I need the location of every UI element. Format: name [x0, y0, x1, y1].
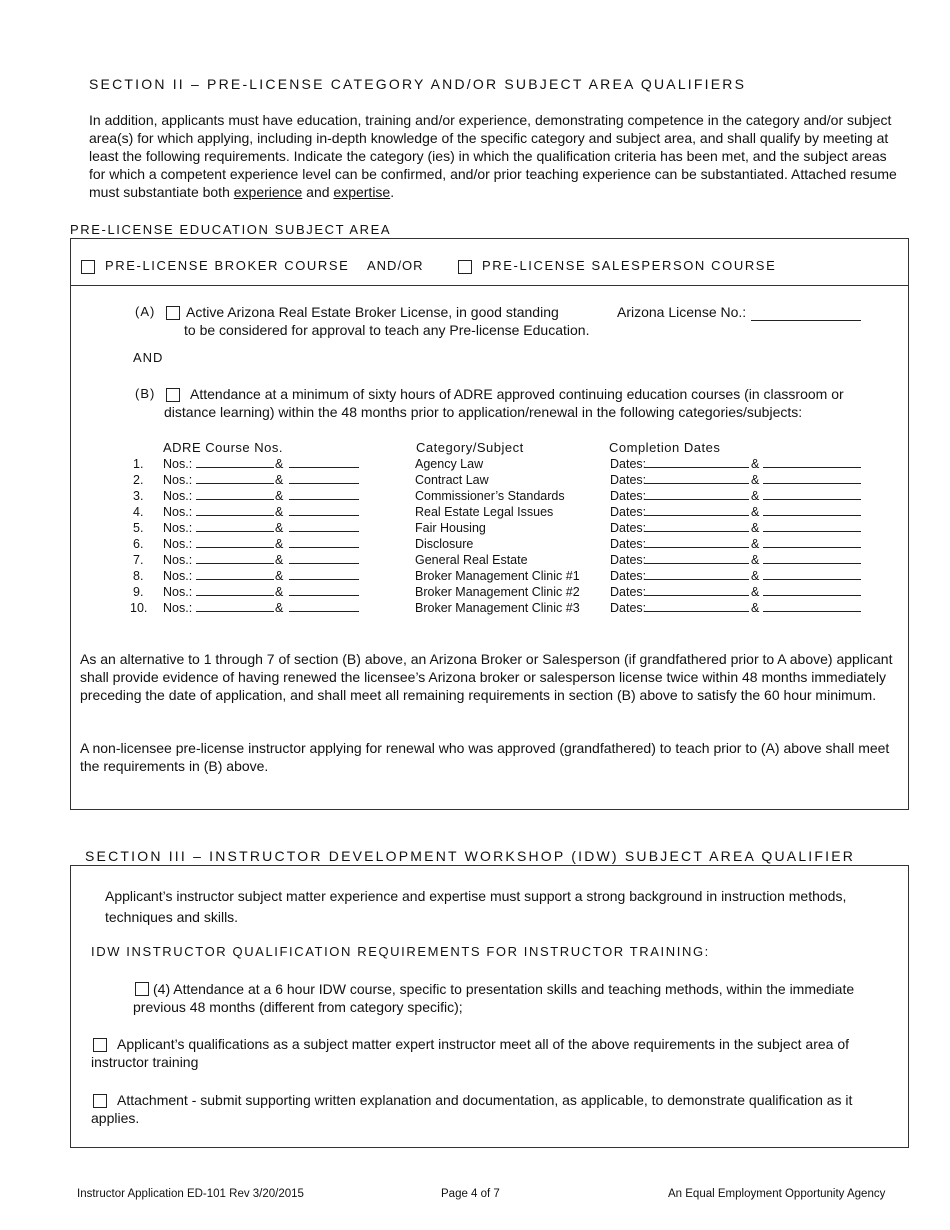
date-field-1[interactable] [645, 472, 749, 484]
course-no-field-1[interactable] [196, 472, 274, 484]
dates-label: Dates: [610, 521, 647, 535]
amp: & [275, 601, 284, 615]
section-2-intro [89, 111, 901, 201]
course-no-field-1[interactable] [196, 504, 274, 516]
amp: & [275, 569, 284, 583]
amp: & [751, 489, 760, 503]
course-no-field-1[interactable] [196, 584, 274, 596]
attachment-text: Attachment - submit supporting written explanation and documentation, as applicable, to demonstrate qualification as it applies. [91, 1092, 853, 1126]
intro-expertise: expertise [333, 184, 391, 200]
amp: & [751, 537, 760, 551]
course-table [71, 456, 910, 618]
nos-label: Nos.: [163, 553, 193, 567]
nos-label: Nos.: [163, 601, 193, 615]
salesperson-course-checkbox[interactable] [458, 260, 472, 274]
course-no-field-2[interactable] [289, 568, 359, 580]
date-field-2[interactable] [763, 600, 861, 612]
b-label: (B) [135, 386, 156, 401]
dates-label: Dates: [610, 569, 647, 583]
date-field-1[interactable] [645, 552, 749, 564]
category-name: Agency Law [415, 457, 484, 471]
section-3-title: SECTION III – INSTRUCTOR DEVELOPMENT WORKSHOP (IDW) SUBJECT AREA QUALIFIER [85, 848, 856, 864]
course-no-field-2[interactable] [289, 520, 359, 532]
category-name: Broker Management Clinic #1 [415, 569, 580, 583]
subject-area-heading: PRE-LICENSE EDUCATION SUBJECT AREA [70, 222, 392, 237]
row-num: 7. [133, 553, 144, 567]
row-num: 3. [133, 489, 144, 503]
course-no-field-2[interactable] [289, 552, 359, 564]
nonlicensee-paragraph: A non-licensee pre-license instructor applying for renewal who was approved (grandfathered) to teach prior to (A) above shall meet the requirements in (B) above. [80, 740, 890, 774]
date-field-2[interactable] [763, 552, 861, 564]
amp: & [751, 457, 760, 471]
b-text: Attendance at a minimum of sixty hours of ADRE approved continuing education courses (in classroom or distance learning) within the 48 months prior to application/renewal in the following categories/subjects: [164, 386, 844, 420]
intro-text: In addition, applicants must have education, training and/or experience, demonstrating competence in the category and/or subject area(s) for which applying, including in-depth knowledge of the specific category and subject area, and shall qualify by meeting at least the following requirements. Indicate the category (ies) in which the qualification criteria has been met, and the subject areas for which a competent experience level can be confirmed, and/or prior teaching experience can be substantiated. Attached resume must substantiate both [89, 112, 897, 200]
category-name: Commissioner’s Standards [415, 489, 565, 503]
row-num: 6. [133, 537, 144, 551]
date-field-1[interactable] [645, 584, 749, 596]
col-course-header: ADRE Course Nos. [163, 440, 283, 455]
category-name: General Real Estate [415, 553, 528, 567]
a-checkbox[interactable] [166, 306, 180, 320]
course-no-field-1[interactable] [196, 600, 274, 612]
course-no-field-1[interactable] [196, 536, 274, 548]
nos-label: Nos.: [163, 457, 193, 471]
intro-and: and [302, 184, 334, 200]
col-dates-header: Completion Dates [609, 440, 721, 455]
date-field-2[interactable] [763, 568, 861, 580]
nos-label: Nos.: [163, 473, 193, 487]
amp: & [275, 473, 284, 487]
course-no-field-1[interactable] [196, 520, 274, 532]
footer-agency: An Equal Employment Opportunity Agency [668, 1188, 886, 1200]
category-name: Fair Housing [415, 521, 486, 535]
nos-label: Nos.: [163, 569, 193, 583]
salesperson-course-label: PRE-LICENSE SALESPERSON COURSE [482, 258, 777, 273]
idw-intro: Applicant’s instructor subject matter experience and expertise must support a strong background in instruction methods, techniques and skills. [105, 888, 847, 925]
amp: & [275, 585, 284, 599]
amp: & [275, 553, 284, 567]
course-selection-box [70, 238, 909, 286]
amp: & [275, 521, 284, 535]
date-field-1[interactable] [645, 520, 749, 532]
amp: & [275, 537, 284, 551]
dates-label: Dates: [610, 505, 647, 519]
footer-page-number: Page 4 of 7 [441, 1188, 500, 1200]
nos-label: Nos.: [163, 537, 193, 551]
course-no-field-2[interactable] [289, 584, 359, 596]
broker-course-label: PRE-LICENSE BROKER COURSE [105, 258, 350, 273]
course-no-field-1[interactable] [196, 552, 274, 564]
date-field-1[interactable] [645, 504, 749, 516]
amp: & [751, 473, 760, 487]
idw-box [70, 865, 909, 1148]
amp: & [275, 457, 284, 471]
amp: & [751, 601, 760, 615]
section-2-title: SECTION II – PRE-LICENSE CATEGORY AND/OR SUBJECT AREA QUALIFIERS [89, 76, 747, 92]
amp: & [751, 585, 760, 599]
amp: & [751, 521, 760, 535]
license-no-field[interactable] [751, 307, 861, 321]
a-text-line2: to be considered for approval to teach any Pre-license Education. [184, 322, 590, 338]
date-field-2[interactable] [763, 520, 861, 532]
date-field-2[interactable] [763, 472, 861, 484]
alternative-paragraph: As an alternative to 1 through 7 of section (B) above, an Arizona Broker or Salesperson (if grandfathered prior to A above) applicant shall provide evidence of having renewed the licensee’s Arizona broker or salesperson license twice within 48 months immediately preceding the date of application, and shall meet all remaining requirements in section (B) above to satisfy the 60 hour minimum. [80, 651, 893, 703]
date-field-1[interactable] [645, 600, 749, 612]
course-no-field-2[interactable] [289, 488, 359, 500]
row-num: 4. [133, 505, 144, 519]
course-no-field-2[interactable] [289, 504, 359, 516]
a-text-line1: Active Arizona Real Estate Broker License, in good standing [186, 304, 559, 320]
nos-label: Nos.: [163, 521, 193, 535]
date-field-1[interactable] [645, 456, 749, 468]
dates-label: Dates: [610, 553, 647, 567]
date-field-1[interactable] [645, 536, 749, 548]
idw-item-4: (4) Attendance at a 6 hour IDW course, specific to presentation skills and teaching methods, within the immediate previous 48 months (different from category specific); [133, 981, 855, 1015]
row-num: 1. [133, 457, 144, 471]
dates-label: Dates: [610, 457, 647, 471]
dates-label: Dates: [610, 585, 647, 599]
nos-label: Nos.: [163, 505, 193, 519]
qualifications-text: Applicant’s qualifications as a subject matter expert instructor meet all of the above requirements in the subject area of instructor training [91, 1036, 850, 1070]
amp: & [751, 553, 760, 567]
category-name: Disclosure [415, 537, 474, 551]
date-field-1[interactable] [645, 568, 749, 580]
intro-end: . [390, 184, 395, 200]
amp: & [275, 505, 284, 519]
dates-label: Dates: [610, 489, 647, 503]
row-num: 10. [130, 601, 148, 615]
idw-req-heading: IDW INSTRUCTOR QUALIFICATION REQUIREMENTS FOR INSTRUCTOR TRAINING: [91, 944, 710, 959]
course-no-field-1[interactable] [196, 568, 274, 580]
col-category-header: Category/Subject [416, 440, 524, 455]
dates-label: Dates: [610, 601, 647, 615]
nos-label: Nos.: [163, 585, 193, 599]
category-name: Real Estate Legal Issues [415, 505, 554, 519]
dates-label: Dates: [610, 537, 647, 551]
intro-experience: experience [233, 184, 303, 200]
a-label: (A) [135, 304, 156, 319]
date-field-2[interactable] [763, 536, 861, 548]
course-no-field-2[interactable] [289, 472, 359, 484]
andor-label: AND/OR [367, 258, 424, 273]
course-no-field-2[interactable] [289, 536, 359, 548]
row-num: 8. [133, 569, 144, 583]
date-field-2[interactable] [763, 456, 861, 468]
date-field-1[interactable] [645, 488, 749, 500]
license-no-label: Arizona License No.: [617, 304, 747, 320]
category-name: Contract Law [415, 473, 489, 487]
dates-label: Dates: [610, 473, 647, 487]
course-no-field-2[interactable] [289, 456, 359, 468]
course-no-field-2[interactable] [289, 600, 359, 612]
course-no-field-1[interactable] [196, 456, 274, 468]
row-num: 2. [133, 473, 144, 487]
nos-label: Nos.: [163, 489, 193, 503]
footer-form-id: Instructor Application ED-101 Rev 3/20/2015 [77, 1188, 304, 1200]
date-field-2[interactable] [763, 584, 861, 596]
course-no-field-1[interactable] [196, 488, 274, 500]
broker-course-checkbox[interactable] [81, 260, 95, 274]
category-name: Broker Management Clinic #3 [415, 601, 580, 615]
amp: & [751, 569, 760, 583]
category-name: Broker Management Clinic #2 [415, 585, 580, 599]
row-num: 5. [133, 521, 144, 535]
requirements-box [70, 285, 909, 810]
and-label: AND [133, 350, 164, 365]
date-field-2[interactable] [763, 488, 861, 500]
date-field-2[interactable] [763, 504, 861, 516]
row-num: 9. [133, 585, 144, 599]
amp: & [751, 505, 760, 519]
amp: & [275, 489, 284, 503]
